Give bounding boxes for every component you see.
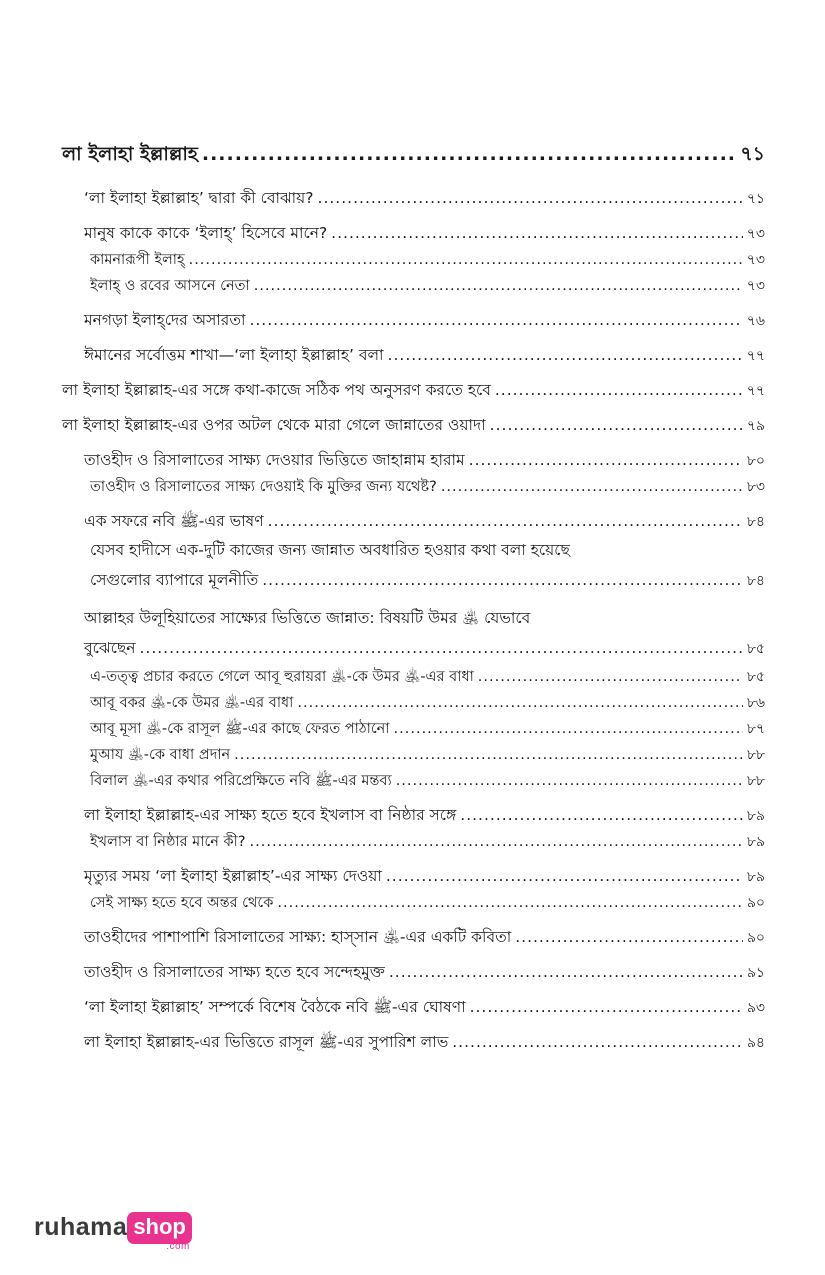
- toc-subentry[interactable]: [60, 664, 765, 690]
- leader-dots: [331, 219, 743, 247]
- toc-entry-last-line: [90, 565, 765, 596]
- leader-dots: [318, 184, 743, 212]
- toc-entry-page: ৯১: [746, 965, 765, 981]
- toc-entry-title: লা ইলাহা ইল্লাল্লাহ-এর সঙ্গে কথা-কাজে সঠিক পথ অনুসরণ করতে হবে: [62, 381, 491, 399]
- leader-dots: [388, 341, 743, 369]
- toc-subentry[interactable]: [60, 247, 765, 273]
- logo-text-domain: .com: [166, 1241, 190, 1252]
- toc-subentry[interactable]: [60, 829, 765, 855]
- leader-dots: [297, 690, 742, 716]
- toc-entry-page: ৭১: [746, 191, 765, 207]
- toc-entry-page: ৮৪: [746, 514, 765, 530]
- toc-entry-title: মনগড়া ইলাহ্‌দের অসারতা: [84, 311, 246, 329]
- toc-entry-page: ৮৯: [746, 834, 765, 850]
- toc-entry-title: ঈমানের সর্বোত্তম শাখা—‘লা ইলাহা ইল্লাল্লাহ’ বলা: [84, 346, 384, 364]
- toc-entry-page: ৭৩: [746, 252, 765, 268]
- toc-entry[interactable]: [60, 1028, 765, 1056]
- leader-dots: [277, 890, 742, 916]
- toc-entry-page: ৭৭: [746, 383, 765, 399]
- leader-dots: [262, 565, 743, 595]
- leader-dots: [189, 247, 743, 273]
- toc-subentry-multiline[interactable]: [60, 535, 765, 596]
- toc-entry-title: ‘লা ইলাহা ইল্লাল্লাহ’ সম্পর্কে বিশেষ বৈঠকে নবি ﷺ-এর ঘোষণা: [84, 998, 466, 1016]
- toc-entry-page: ৯০: [746, 930, 765, 946]
- toc-entry-page: ৭৬: [746, 313, 765, 329]
- toc-entry-page: ৮৫: [746, 641, 765, 657]
- toc-entry-page: ৮০: [746, 453, 765, 469]
- leader-dots: [268, 507, 743, 535]
- toc-entry-title: বুঝেছেন: [84, 639, 136, 657]
- toc-entry-title: তাওহীদের পাশাপাশি রিসালাতের সাক্ষ্য: হাস্সান ﵁-এর একটি কবিতা: [84, 928, 512, 946]
- toc-entry[interactable]: [60, 184, 765, 212]
- toc-entry-title: এক সফরে নবি ﷺ-এর ভাষণ: [84, 512, 264, 530]
- leader-dots: [495, 376, 743, 404]
- leader-dots: [202, 143, 736, 165]
- leader-dots: [386, 862, 743, 890]
- toc-entry-page: ৮৮: [746, 747, 765, 763]
- toc-entry-title: ‘লা ইলাহা ইল্লাল্লাহ’ দ্বারা কী বোঝায়?: [84, 189, 314, 207]
- toc-entry[interactable]: [60, 341, 765, 369]
- toc-entry-page: ৮৩: [746, 479, 765, 495]
- toc-chapter-title: লা ইলাহা ইল্লাল্লাহ: [62, 143, 198, 165]
- toc-entry-page: ৮৪: [746, 573, 765, 589]
- leader-dots: [515, 923, 743, 951]
- toc-entry-title-line: আল্লাহর উলূহিয়াতের সাক্ষ্যের ভিত্তিতে জান্নাত: বিষয়টি উমর ﵁ যেভাবে: [84, 609, 531, 627]
- toc-subentry[interactable]: [60, 716, 765, 742]
- toc-entry-title: সেই সাক্ষ্য হতে হবে অন্তর থেকে: [90, 895, 274, 911]
- toc-entry[interactable]: [60, 507, 765, 535]
- toc-entry-page: ৭৭: [746, 348, 765, 364]
- toc-entry-title: মৃত্যুর সময় ‘লা ইলাহা ইল্লাল্লাহ’-এর সাক্ষ্য দেওয়া: [84, 867, 382, 885]
- toc-entry[interactable]: [60, 923, 765, 951]
- leader-dots: [396, 768, 743, 794]
- logo-shop-badge: [127, 1210, 192, 1252]
- toc-entry-page: ৭৩: [746, 278, 765, 294]
- toc-subentry[interactable]: [60, 474, 765, 500]
- toc-subentry[interactable]: [60, 690, 765, 716]
- toc-entry-title: তাওহীদ ও রিসালাতের সাক্ষ্য দেওয়াই কি মুক্তির জন্য যথেষ্ট?: [90, 479, 437, 495]
- toc-entry[interactable]: [60, 993, 765, 1021]
- toc-entry[interactable]: [60, 446, 765, 474]
- leader-dots: [460, 801, 743, 829]
- toc-entry-title: কামনারূপী ইলাহ্: [90, 252, 185, 268]
- logo-text-shop: shop: [127, 1212, 192, 1244]
- leader-dots: [490, 411, 743, 439]
- toc-entry-page: ৯৪: [746, 1035, 765, 1051]
- toc-entry-title: আবূ বকর ﵁-কে উমর ﵁-এর বাধা: [90, 695, 294, 711]
- leader-dots: [249, 306, 742, 334]
- toc-entry-multiline[interactable]: [60, 603, 765, 664]
- toc-entry-title: তাওহীদ ও রিসালাতের সাক্ষ্য দেওয়ার ভিত্তিতে জাহান্নাম হারাম: [84, 451, 465, 469]
- leader-dots: [394, 716, 743, 742]
- toc-entry-title-line: যেসব হাদীসে এক-দুটি কাজের জন্য জান্নাত অবধারিত হওয়ার কথা বলা হয়েছে: [90, 541, 570, 559]
- toc-entry[interactable]: [60, 306, 765, 334]
- leader-dots: [250, 829, 743, 855]
- toc-entry[interactable]: [60, 801, 765, 829]
- toc-entry-title: ইলাহ্ ও রবের আসনে নেতা: [90, 278, 250, 294]
- toc-entry-title: লা ইলাহা ইল্লাল্লাহ-এর সাক্ষ্য হতে হবে ইখলাস বা নিষ্ঠার সঙ্গে: [84, 806, 457, 824]
- toc-subentry[interactable]: [60, 273, 765, 299]
- toc-entry-page: ৮৬: [746, 695, 765, 711]
- toc-entry[interactable]: [60, 411, 765, 439]
- toc-entry[interactable]: [60, 219, 765, 247]
- table-of-contents: [60, 140, 765, 1056]
- toc-entry-page: ৮৯: [746, 808, 765, 824]
- toc-entry-page: ৯৩: [746, 1000, 765, 1016]
- leader-dots: [139, 633, 742, 663]
- toc-entry-page: ৮৯: [746, 869, 765, 885]
- toc-entry-title: তাওহীদ ও রিসালাতের সাক্ষ্য হতে হবে সন্দেহমুক্ত: [84, 963, 385, 981]
- toc-entry[interactable]: [60, 958, 765, 986]
- toc-entry-page: ৮৫: [746, 669, 765, 685]
- toc-entry-last-line: [84, 633, 765, 664]
- toc-entry-page: ৭৯: [746, 418, 765, 434]
- toc-entry-title: আবূ মূসা ﵁-কে রাসূল ﷺ-এর কাছে ফেরত পাঠানো: [90, 721, 390, 737]
- leader-dots: [478, 664, 743, 690]
- toc-entry[interactable]: [60, 376, 765, 404]
- ruhamashop-logo: [34, 1210, 192, 1252]
- toc-entry-title: ইখলাস বা নিষ্ঠার মানে কী?: [90, 834, 246, 850]
- toc-subentry[interactable]: [60, 768, 765, 794]
- leader-dots: [234, 742, 743, 768]
- toc-entry-title: মুআয ﵁-কে বাধা প্রদান: [90, 747, 231, 763]
- leader-dots: [452, 1028, 743, 1056]
- leader-dots: [470, 993, 743, 1021]
- toc-chapter-page: ৭১: [740, 143, 765, 165]
- toc-entry-title: লা ইলাহা ইল্লাল্লাহ-এর ভিত্তিতে রাসূল ﷺ-এর সুপারিশ লাভ: [84, 1033, 449, 1051]
- toc-entry-title: লা ইলাহা ইল্লাল্লাহ-এর ওপর অটল থেকে মারা গেলে জান্নাতের ওয়াদা: [62, 416, 486, 434]
- leader-dots: [254, 273, 743, 299]
- leader-dots: [441, 474, 743, 500]
- logo-text-ruhama: ruhama: [34, 1213, 128, 1241]
- toc-entry-title: বিলাল ﵁-এর কথার পরিপ্রেক্ষিতে নবি ﷺ-এর মন্তব্য: [90, 773, 392, 789]
- toc-entry-page: ৭৩: [746, 226, 765, 242]
- toc-entry-page: ৮৮: [746, 773, 765, 789]
- toc-entry-title: এ-তত্ত্ব প্রচার করতে গেলে আবূ হুরায়রা ﵁-কে উমর ﵁-এর বাধা: [90, 669, 474, 685]
- toc-entry-page: ৯০: [746, 895, 765, 911]
- toc-subentry[interactable]: [60, 890, 765, 916]
- toc-entry-page: ৮৭: [746, 721, 765, 737]
- toc-entry-title: সেগুলোর ব্যাপারে মূলনীতি: [90, 571, 259, 589]
- toc-chapter[interactable]: [60, 140, 765, 172]
- toc-subentry[interactable]: [60, 742, 765, 768]
- leader-dots: [469, 446, 743, 474]
- leader-dots: [389, 958, 743, 986]
- toc-entry-title: মানুষ কাকে কাকে ‘ইলাহ্’ হিসেবে মানে?: [84, 224, 328, 242]
- toc-entry[interactable]: [60, 862, 765, 890]
